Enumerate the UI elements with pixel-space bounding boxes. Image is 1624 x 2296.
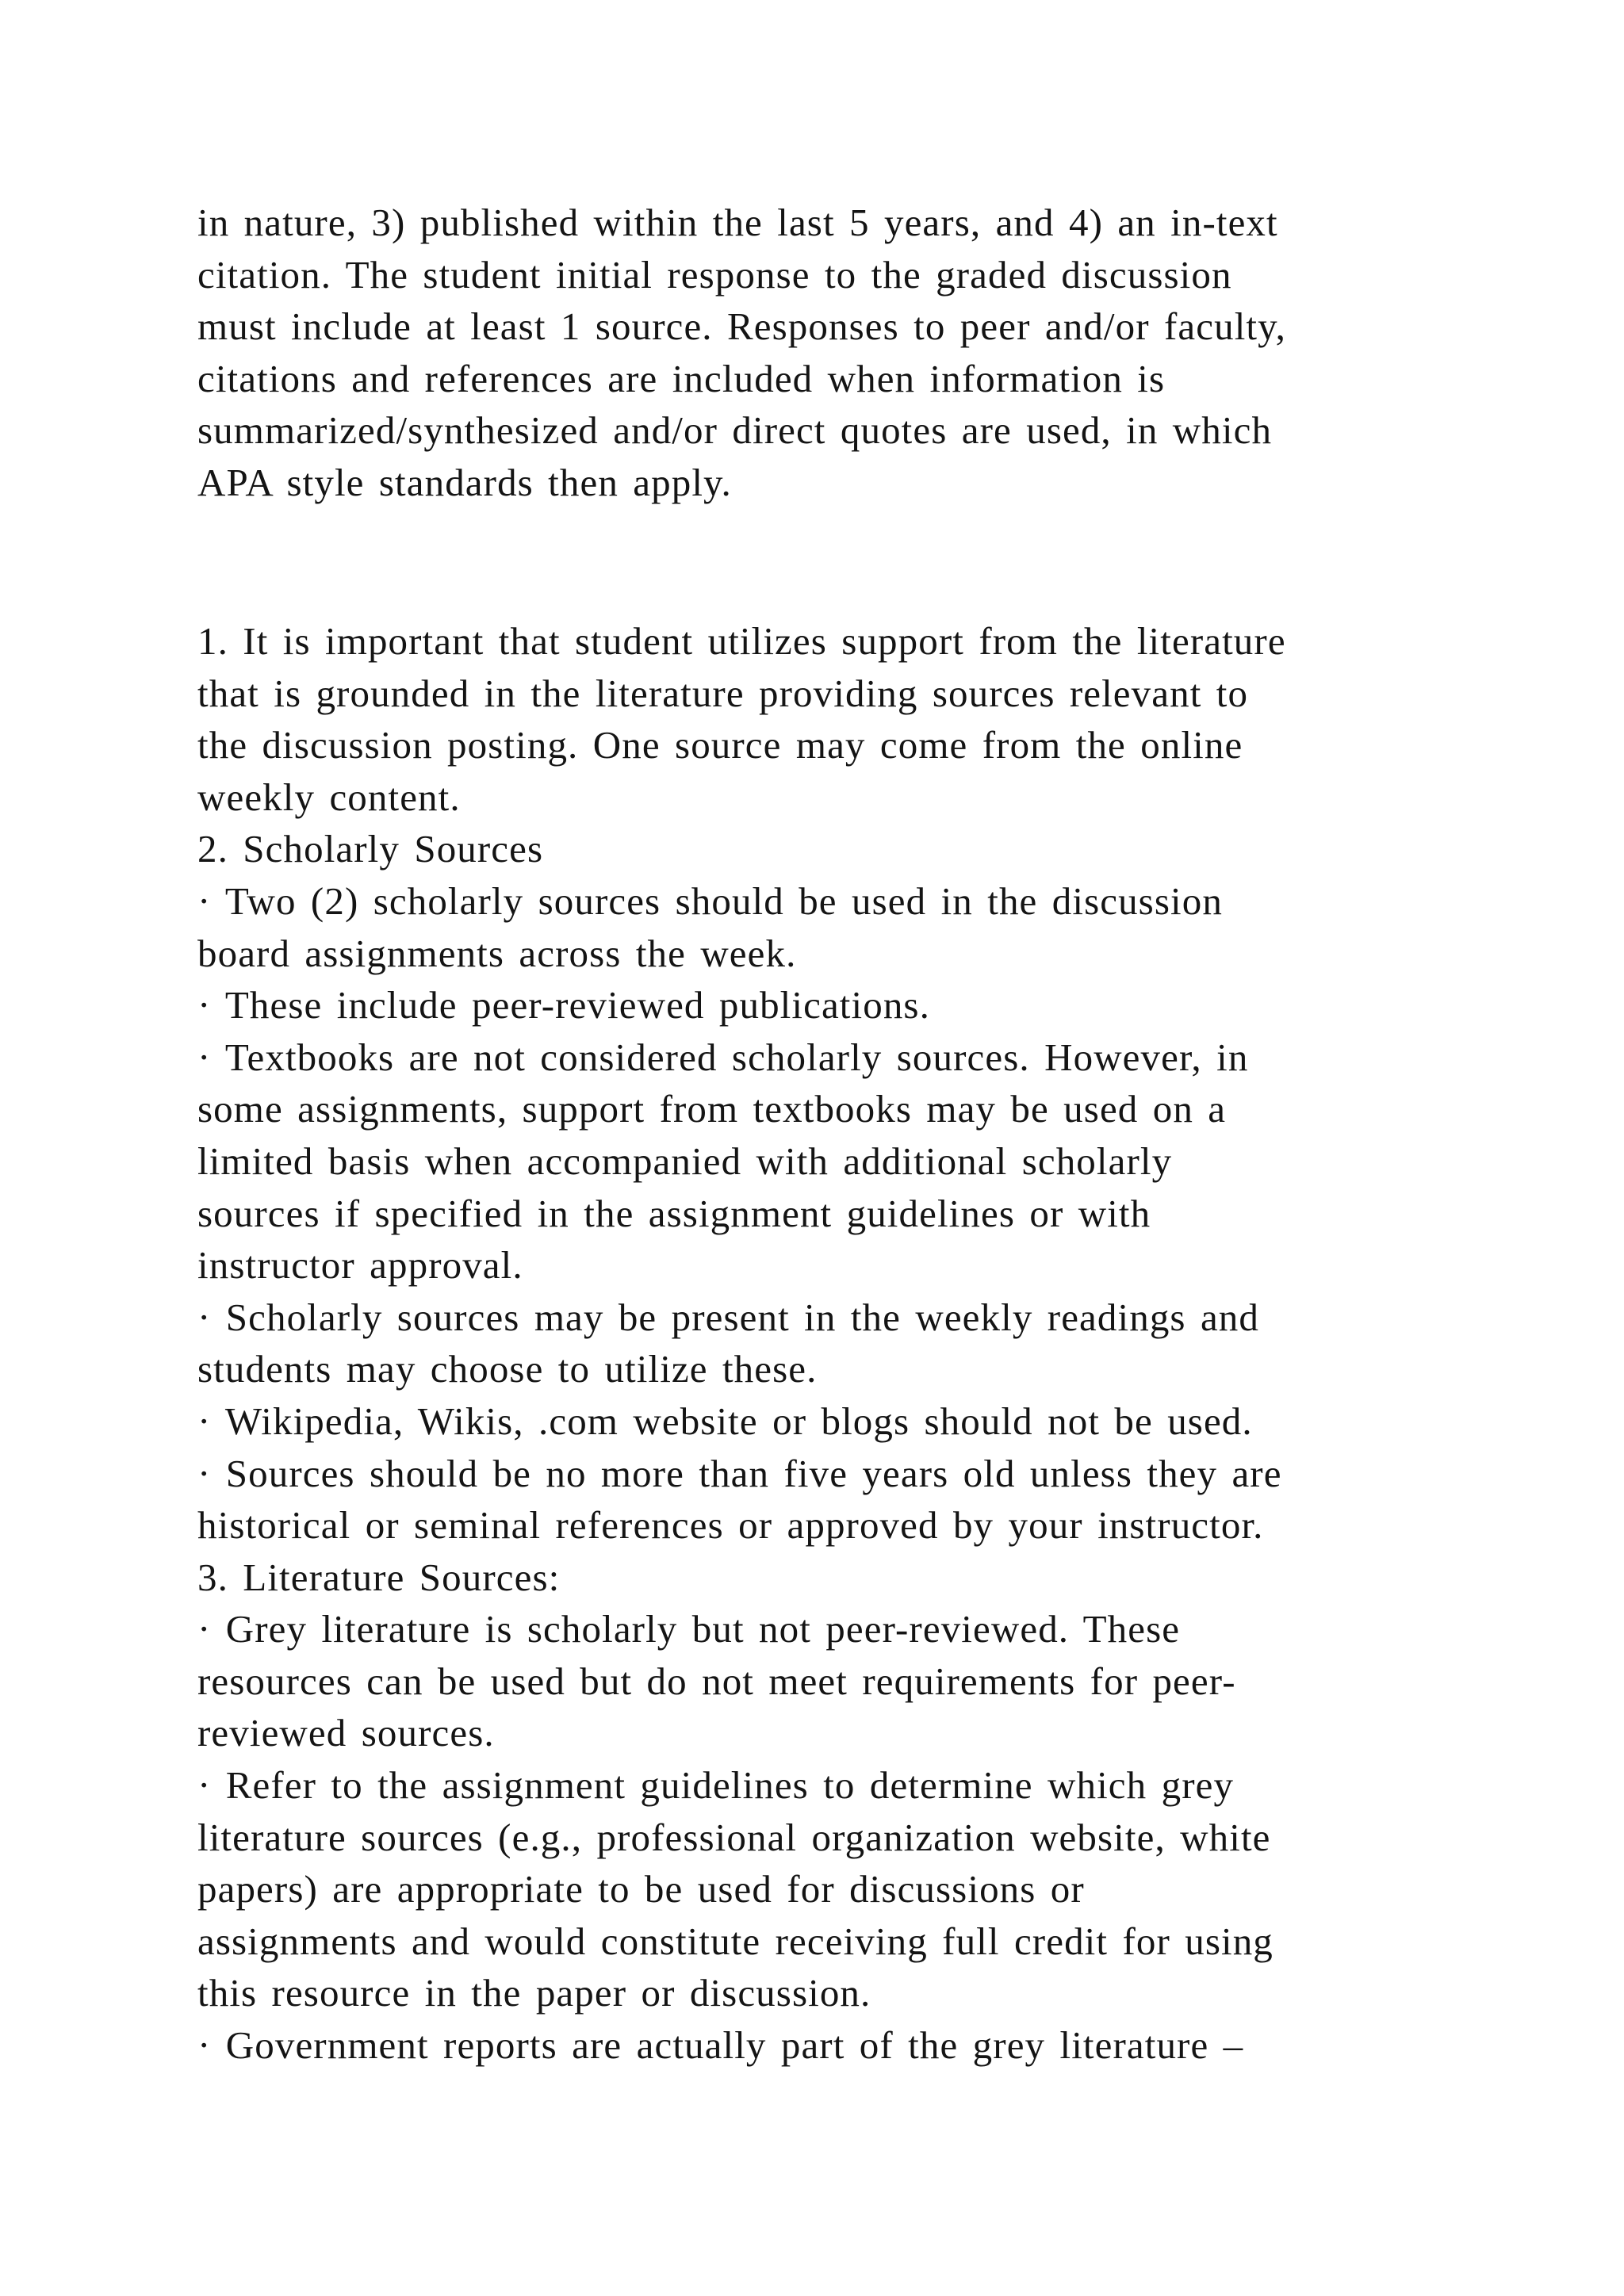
text-line: citations and references are included when information is bbox=[197, 356, 1166, 400]
text-line: in nature, 3) published within the last 5 years, and 4) an in-text bbox=[197, 201, 1278, 244]
bullet-line: · Scholarly sources may be present in the weekly readings and bbox=[197, 1295, 1259, 1339]
text-line: this resource in the paper or discussion. bbox=[197, 1971, 871, 2015]
text-line: the discussion posting. One source may come from the online bbox=[197, 723, 1243, 767]
text-line: reviewed sources. bbox=[197, 1711, 495, 1755]
intro-paragraph bbox=[197, 197, 1506, 509]
text-line: 1. It is important that student utilizes support from the literature bbox=[197, 619, 1286, 663]
bullet-line: · Government reports are actually part of the grey literature – bbox=[197, 2023, 1244, 2068]
bullet-line: · Wikipedia, Wikis, .com website or blogs should not be used. bbox=[197, 1399, 1253, 1443]
bullet-line: · Refer to the assignment guidelines to determine which grey bbox=[197, 1763, 1235, 1808]
text-line: literature sources (e.g., professional organization website, white bbox=[197, 1815, 1271, 1859]
text-line: that is grounded in the literature providing sources relevant to bbox=[197, 671, 1249, 715]
bullet-line: · Grey literature is scholarly but not peer-reviewed. These bbox=[197, 1607, 1181, 1651]
text-line: some assignments, support from textbooks may be used on a bbox=[197, 1087, 1227, 1131]
text-line: APA style standards then apply. bbox=[197, 460, 732, 504]
text-line: sources if specified in the assignment guidelines or with bbox=[197, 1191, 1151, 1235]
text-line: papers) are appropriate to be used for discussions or bbox=[197, 1867, 1085, 1911]
text-line: limited basis when accompanied with additional scholarly bbox=[197, 1138, 1173, 1183]
section-heading: 2. Scholarly Sources bbox=[197, 827, 544, 871]
text-line: students may choose to utilize these. bbox=[197, 1347, 818, 1391]
text-line: summarized/synthesized and/or direct quotes are used, in which bbox=[197, 408, 1273, 453]
text-line: board assignments across the week. bbox=[197, 931, 797, 975]
bullet-line: · These include peer-reviewed publications. bbox=[197, 983, 930, 1027]
text-line: assignments and would constitute receiving full credit for using bbox=[197, 1919, 1274, 1963]
section-heading: 3. Literature Sources: bbox=[197, 1555, 561, 1599]
bullet-line: · Two (2) scholarly sources should be used in the discussion bbox=[197, 878, 1223, 923]
text-line: instructor approval. bbox=[197, 1243, 523, 1288]
text-line: citation. The student initial response to the graded discussion bbox=[197, 252, 1232, 297]
source-guidelines bbox=[197, 615, 1506, 2072]
bullet-line: · Textbooks are not considered scholarly sources. However, in bbox=[197, 1035, 1249, 1079]
bullet-line: · Sources should be no more than five years old unless they are bbox=[197, 1451, 1282, 1495]
text-line: historical or seminal references or approved by your instructor. bbox=[197, 1503, 1264, 1548]
text-line: weekly content. bbox=[197, 775, 461, 819]
text-line: resources can be used but do not meet requirements for peer- bbox=[197, 1659, 1236, 1703]
text-line: must include at least 1 source. Responses to peer and/or faculty, bbox=[197, 304, 1286, 349]
